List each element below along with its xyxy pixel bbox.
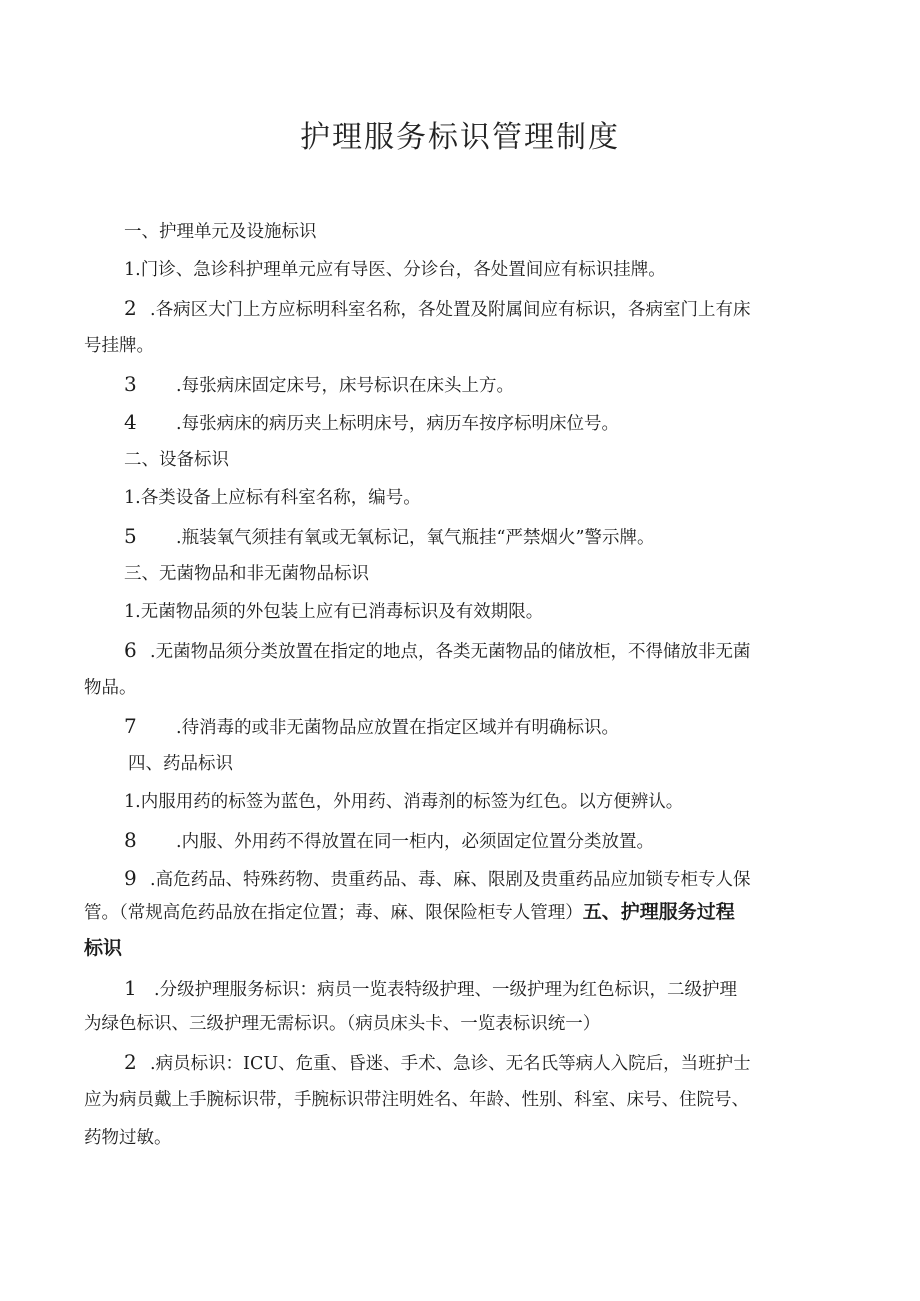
section-3-heading: 三、无菌物品和非无菌物品标识 <box>124 564 369 584</box>
section-1-item-3 <box>124 372 514 398</box>
section-4-item-8 <box>124 828 654 854</box>
item-text: .高危药品、特殊药物、贵重药品、毒、麻、限剧及贵重药品应加锁专柜专人保 <box>150 870 751 890</box>
item-number: 4 <box>124 410 137 434</box>
item-text: .每张病床的病历夹上标明床号，病历车按序标明床位号。 <box>176 414 620 434</box>
section-4-item-9 <box>124 866 751 892</box>
document-title: 护理服务标识管理制度 <box>300 120 620 155</box>
section-2-item-1: 1.各类设备上应标有科室名称，编号。 <box>124 488 421 508</box>
item-text: .待消毒的或非无菌物品应放置在指定区域并有明确标识。 <box>176 718 620 738</box>
item-number: 2 <box>124 296 137 320</box>
item-text: 管。（常规高危药品放在指定位置；毒、麻、限保险柜专人管理） <box>84 903 583 923</box>
section-5-item-2 <box>124 1050 751 1076</box>
section-3-item-6-continued: 物品。 <box>84 678 137 698</box>
section-4-heading: 四、药品标识 <box>128 754 233 774</box>
section-5-item-2-continued-2: 药物过敏。 <box>84 1128 172 1148</box>
section-5-item-1 <box>124 976 737 1002</box>
item-number: 7 <box>124 714 137 738</box>
item-number: 6 <box>124 638 137 662</box>
item-number: 3 <box>124 372 137 396</box>
item-text: .各病区大门上方应标明科室名称，各处置及附属间应有标识，各病室门上有床 <box>150 300 751 320</box>
section-5-heading-continued: 标识 <box>84 937 123 959</box>
item-text: .无菌物品须分类放置在指定的地点，各类无菌物品的储放柜，不得储放非无菌 <box>150 642 751 662</box>
section-3-item-6 <box>124 638 751 664</box>
item-text: .病员标识：ICU、危重、昏迷、手术、急诊、无名氏等病人入院后，当班护士 <box>150 1054 751 1074</box>
item-number: 9 <box>124 866 137 890</box>
item-text: .每张病床固定床号，床号标识在床头上方。 <box>176 376 515 396</box>
item-text: .瓶装氧气须挂有氧或无氧标记，氧气瓶挂“严禁烟火”警示牌。 <box>176 528 655 548</box>
section-4-item-9-continued <box>84 900 735 925</box>
item-number: 8 <box>124 828 137 852</box>
section-1-item-4 <box>124 410 619 436</box>
section-5-item-1-continued: 为绿色标识、三级护理无需标识。（病员床头卡、一览表标识统一） <box>84 1014 601 1034</box>
item-text: .分级护理服务标识：病员一览表特级护理、一级护理为红色标识，二级护理 <box>154 980 738 1000</box>
section-2-item-5 <box>124 524 654 550</box>
item-number: 1 <box>124 976 137 1000</box>
item-number: 5 <box>124 524 137 548</box>
section-4-item-1: 1.内服用药的标签为蓝色，外用药、消毒剂的标签为红色。以方便辨认。 <box>124 792 684 812</box>
section-1-heading: 一、护理单元及设施标识 <box>124 222 317 242</box>
section-1-item-1: 1.门诊、急诊科护理单元应有导医、分诊台，各处置间应有标识挂牌。 <box>124 260 666 280</box>
section-2-heading: 二、设备标识 <box>124 450 229 470</box>
item-number: 2 <box>124 1050 137 1074</box>
section-1-item-2-continued: 号挂牌。 <box>84 336 154 356</box>
section-5-heading: 五、护理服务过程 <box>582 901 735 923</box>
section-5-item-2-continued: 应为病员戴上手腕标识带，手腕标识带注明姓名、年龄、性别、科室、床号、住院号、 <box>84 1090 749 1110</box>
section-3-item-7 <box>124 714 619 740</box>
section-3-item-1: 1.无菌物品须的外包装上应有已消毒标识及有效期限。 <box>124 602 544 622</box>
item-text: .内服、外用药不得放置在同一柜内，必须固定位置分类放置。 <box>176 832 655 852</box>
section-1-item-2 <box>124 296 751 322</box>
